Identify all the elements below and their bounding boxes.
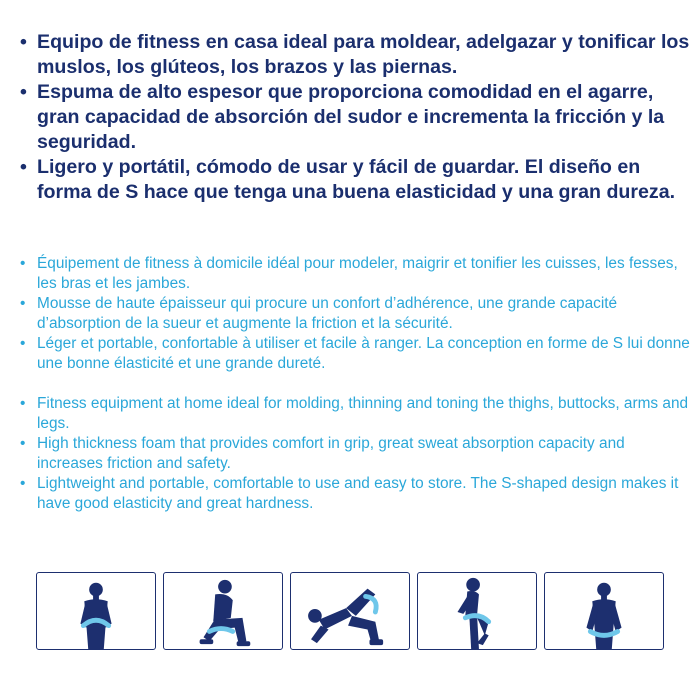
squat-exercise-icon (164, 573, 282, 649)
floor-leg-press-icon (291, 573, 409, 649)
spanish-feature-text: Ligero y portátil, cómodo de usar y fácil de guardar. El diseño en forma de S hace que tenga una buena elasticidad y una gran dureza. (37, 156, 676, 203)
spanish-feature-item (20, 80, 690, 155)
leg-lift-exercise-icon (418, 573, 536, 649)
arm-exercise-icon (37, 573, 155, 649)
french-feature-text: Léger et portable, confortable à utiliser et facile à ranger. La conception en forme de S lui donne une bonne élasticité et une grande dureté. (37, 335, 690, 372)
spanish-feature-item (20, 30, 690, 80)
leg-lift-exercise-panel (417, 572, 537, 650)
french-feature-item (20, 294, 690, 334)
french-feature-item (20, 334, 690, 374)
bullet: • (20, 81, 27, 103)
bullet: • (20, 435, 26, 452)
arm-exercise-panel (36, 572, 156, 650)
english-feature-list (20, 394, 690, 514)
english-feature-item (20, 434, 690, 474)
bullet: • (20, 335, 26, 352)
french-feature-text: Mousse de haute épaisseur qui procure un confort d’adhérence, une grande capacité d’absorption de la sueur et augmente la friction et la sécurité. (37, 295, 618, 332)
floor-leg-press-panel (290, 572, 410, 650)
english-feature-text: High thickness foam that provides comfort in grip, great sweat absorption capacity and increases friction and safety. (37, 435, 625, 472)
back-arm-exercise-icon (545, 573, 663, 649)
bullet: • (20, 156, 27, 178)
french-feature-list (20, 254, 690, 374)
french-feature-text: Équipement de fitness à domicile idéal pour modeler, maigrir et tonifier les cuisses, les fesses, les bras et les jambes. (37, 255, 678, 292)
spanish-feature-text: Espuma de alto espesor que proporciona comodidad en el agarre, gran capacidad de absorción del sudor e incrementa la fricción y la seguridad. (37, 81, 665, 153)
exercise-illustrations (36, 572, 666, 650)
squat-exercise-panel (163, 572, 283, 650)
bullet: • (20, 295, 26, 312)
bullet: • (20, 395, 26, 412)
spanish-feature-list (20, 30, 690, 205)
bullet: • (20, 31, 27, 53)
spanish-feature-item (20, 155, 690, 205)
back-arm-exercise-panel (544, 572, 664, 650)
bullet: • (20, 475, 26, 492)
spanish-feature-text: Equipo de fitness en casa ideal para moldear, adelgazar y tonificar los muslos, los glúteos, los brazos y las piernas. (37, 31, 690, 78)
english-feature-text: Fitness equipment at home ideal for molding, thinning and toning the thighs, buttocks, arms and legs. (37, 395, 689, 432)
bullet: • (20, 255, 26, 272)
english-feature-item (20, 394, 690, 434)
english-feature-item (20, 474, 690, 514)
english-feature-text: Lightweight and portable, comfortable to use and easy to store. The S-shaped design makes it have good elasticity and great hardness. (37, 475, 679, 512)
french-feature-item (20, 254, 690, 294)
